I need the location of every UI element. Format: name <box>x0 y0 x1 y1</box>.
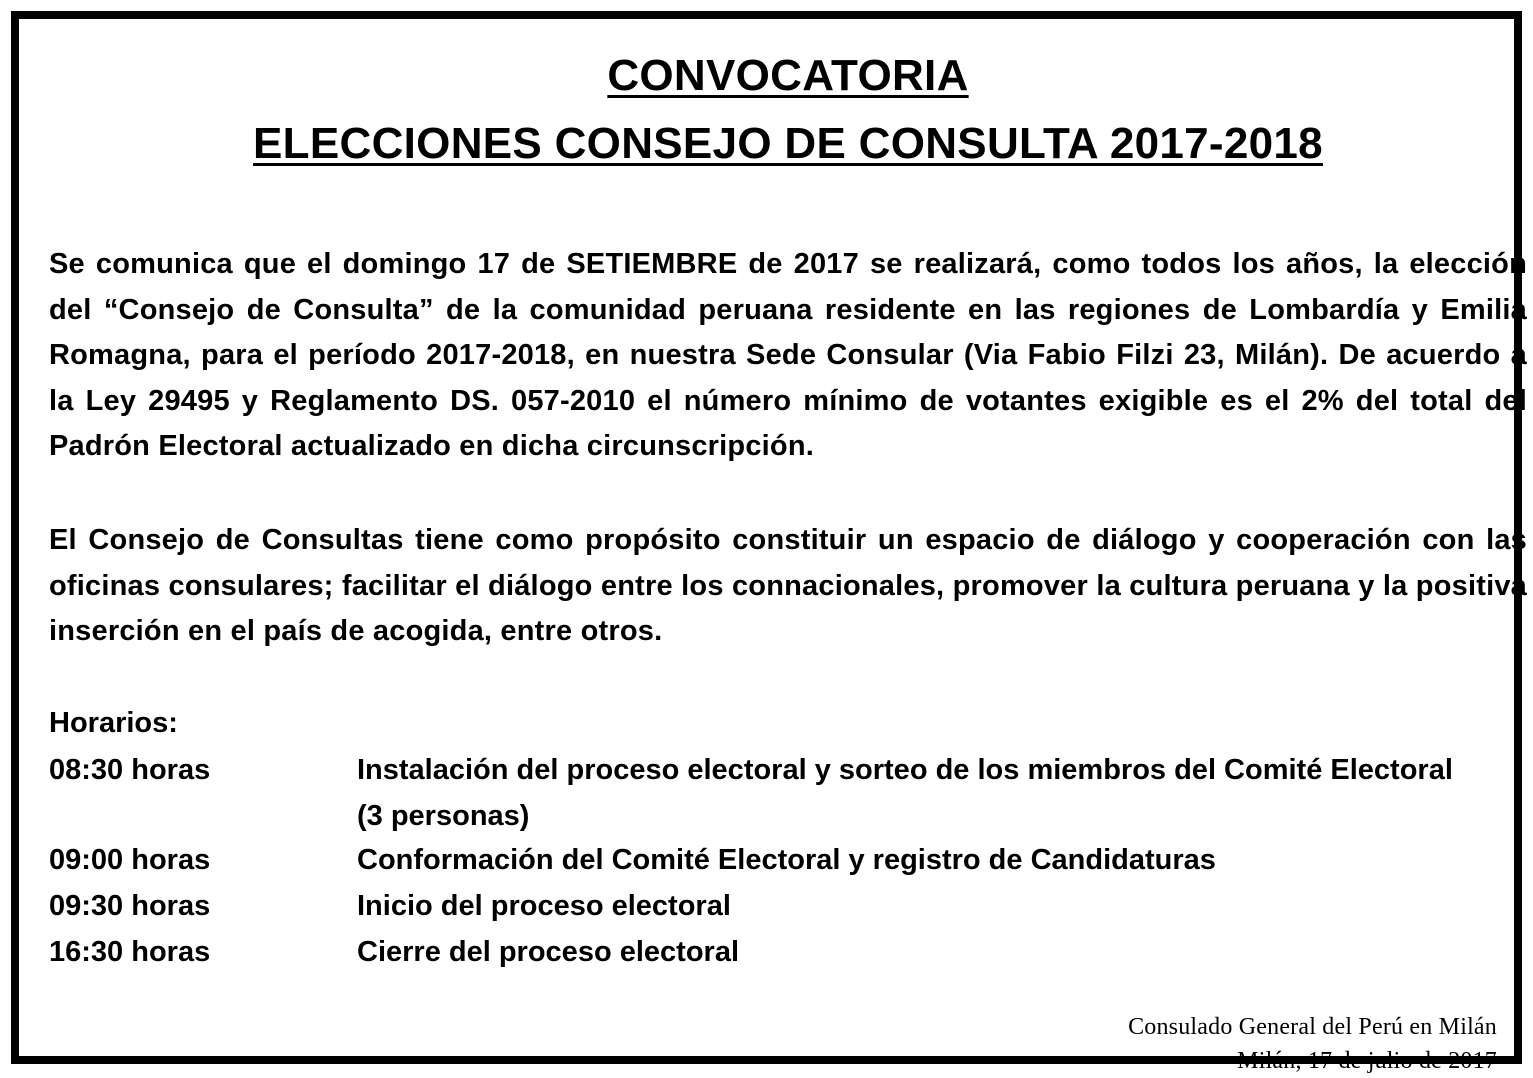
document-title <box>49 51 1527 101</box>
schedule-time: 09:30 horas <box>49 890 211 922</box>
schedule-description: Cierre del proceso electoral <box>357 936 739 968</box>
document-title-text: CONVOCATORIA <box>607 51 969 100</box>
schedule-heading: Horarios: <box>49 707 178 739</box>
schedule-time: 08:30 horas <box>49 754 211 786</box>
date-line: Milán, 17 de julio de 2017 <box>1237 1048 1497 1074</box>
document-frame <box>11 11 1527 1074</box>
document-subtitle-text: ELECCIONES CONSEJO DE CONSULTA 2017-2018 <box>253 119 1323 168</box>
schedule-description: Inicio del proceso electoral <box>357 890 731 922</box>
announcement-paragraph: Se comunica que el domingo 17 de SETIEMBRE de 2017 se realizará, como todos los años, la elección del “Consejo de Consulta” de la comunidad peruana residente en las regiones de Lombardía y Emilia Romagna, para el período 2017-2018, en nuestra Sede Consular (Via Fabio Filzi 23, Milán). De acuerdo a la Ley 29495 y Reglamento DS. 057-2010 el número mínimo de votantes exigible es el 2% del total del Padrón Electoral actualizado en dicha circunscripción. <box>49 248 1527 462</box>
schedule-description: Conformación del Comité Electoral y registro de Candidaturas <box>357 844 1216 876</box>
purpose-paragraph: El Consejo de Consultas tiene como propósito constituir un espacio de diálogo y cooperación con las oficinas consulares; facilitar el diálogo entre los connacionales, promover la cultura peruana y la positiva inserción en el país de acogida, entre otros. <box>49 524 1527 647</box>
schedule-description: Instalación del proceso electoral y sorteo de los miembros del Comité Electoral (3 personas) <box>357 754 1453 832</box>
document-subtitle <box>49 119 1527 169</box>
schedule-time: 16:30 horas <box>49 936 211 968</box>
schedule-time: 09:00 horas <box>49 844 211 876</box>
signature-line: Consulado General del Perú en Milán <box>1128 1014 1497 1040</box>
